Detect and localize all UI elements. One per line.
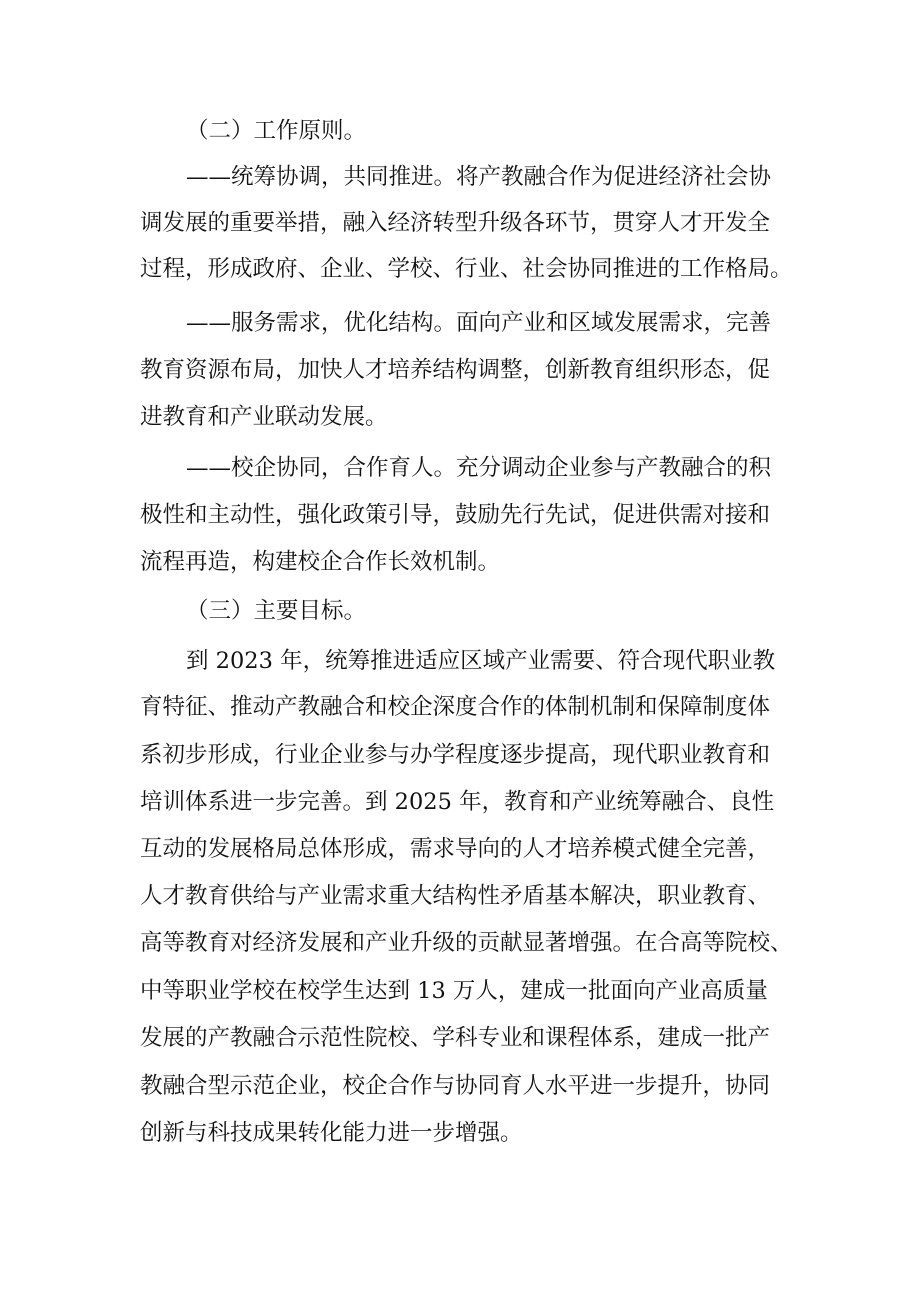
principle-1-line-1: ——统筹协调，共同推进。将产教融合作为促进经济社会协	[186, 164, 772, 190]
goals-line-6: 人才教育供给与产业需求重大结构性矛盾基本解决，职业教育、	[140, 883, 771, 909]
principle-1-line-2: 调发展的重要举措，融入经济转型升级各环节，贯穿人才开发全	[140, 210, 771, 236]
goals-line-4: 培训体系进一步完善。到 2025 年，教育和产业统筹融合、良性	[140, 789, 775, 815]
principle-2-line-1: ——服务需求，优化结构。面向产业和区域发展需求，完善	[186, 310, 772, 336]
goals-line-3: 系初步形成，行业企业参与办学程度逐步提高，现代职业教育和	[140, 742, 771, 768]
principle-3-line-1: ——校企协同，合作育人。充分调动企业参与产教融合的积	[186, 455, 772, 481]
goals-line-10: 教融合型示范企业，校企合作与协同育人水平进一步提升，协同	[140, 1073, 771, 1099]
principle-2-line-3: 进教育和产业联动发展。	[140, 404, 388, 430]
goals-line-1: 到 2023 年，统筹推进适应区域产业需要、符合现代职业教	[186, 648, 776, 674]
goals-line-2: 育特征、推动产教融合和校企深度合作的体制机制和保障制度体	[140, 694, 771, 720]
section-heading-work-principles: （二）工作原则。	[186, 118, 367, 144]
principle-1-line-3: 过程，形成政府、企业、学校、行业、社会协同推进的工作格局。	[140, 256, 793, 282]
goals-line-5: 互动的发展格局总体形成，需求导向的人才培养模式健全完善，	[140, 836, 771, 862]
principle-3-line-3: 流程再造，构建校企合作长效机制。	[140, 549, 501, 575]
principle-2-line-2: 教育资源布局，加快人才培养结构调整，创新教育组织形态，促	[140, 357, 771, 383]
section-heading-main-goals: （三）主要目标。	[186, 598, 367, 624]
goals-line-8: 中等职业学校在校学生达到 13 万人，建成一批面向产业高质量	[140, 978, 768, 1004]
goals-line-7: 高等教育对经济发展和产业升级的贡献显著增强。在合高等院校、	[140, 930, 793, 956]
principle-3-line-2: 极性和主动性，强化政策引导，鼓励先行先试，促进供需对接和	[140, 502, 771, 528]
goals-line-9: 发展的产教融合示范性院校、学科专业和课程体系，建成一批产	[140, 1025, 771, 1051]
goals-line-11: 创新与科技成果转化能力进一步增强。	[140, 1120, 523, 1146]
